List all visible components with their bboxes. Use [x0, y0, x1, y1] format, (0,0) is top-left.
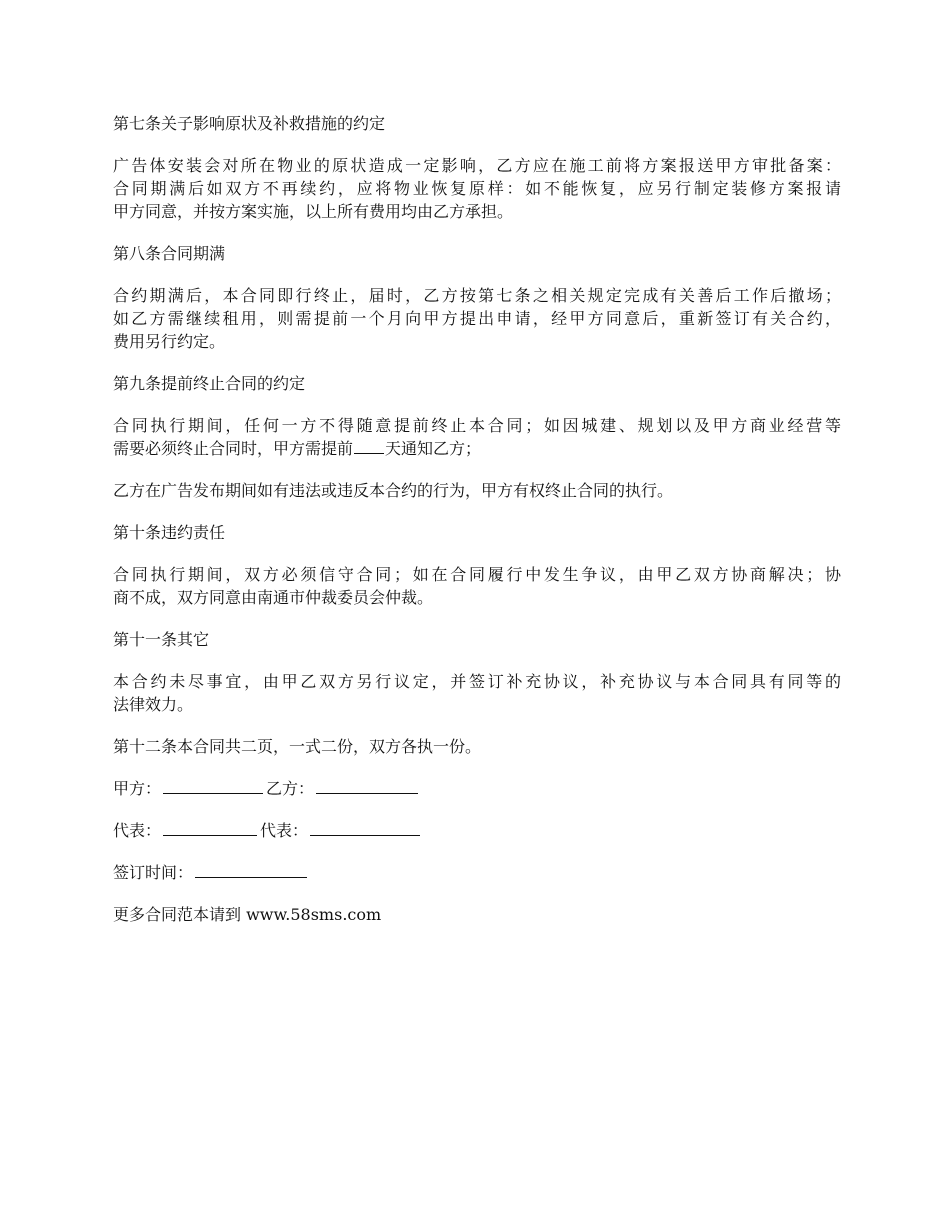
section-7-line-3: 甲方同意，并按方案实施，以上所有费用均由乙方承担。 — [113, 202, 514, 221]
footer-note: 更多合同范本请到 www.58sms.com — [113, 905, 382, 924]
party-b-blank — [316, 777, 418, 794]
sign-date-label: 签订时间： — [113, 863, 194, 882]
section-11-body — [113, 670, 841, 716]
party-a-label: 甲方： — [113, 779, 162, 798]
section-9-heading: 第九条提前终止合同的约定 — [113, 374, 306, 393]
section-11-line-1: 本合约未尽事宜，由甲乙双方另行议定，并签订补充协议，补充协议与本合同具有同等的 — [113, 672, 841, 691]
section-7-line-2: 合同期满后如双方不再续约，应将物业恢复原样：如不能恢复，应另行制定装修方案报请 — [113, 179, 841, 198]
contract-content — [113, 112, 841, 926]
section-10-line-1: 合同执行期间，双方必须信守合同；如在合同履行中发生争议，由甲乙双方协商解决；协 — [113, 565, 841, 584]
sign-date-blank — [195, 861, 307, 878]
section-10-line-2: 商不成，双方同意由南通市仲裁委员会仲裁。 — [113, 588, 434, 607]
section-10-heading: 第十条违约责任 — [113, 523, 226, 542]
section-9-line-2 — [113, 437, 841, 460]
rep-b-blank — [310, 819, 420, 836]
section-8-heading: 第八条合同期满 — [113, 244, 226, 263]
section-8-line-2: 如乙方需继续租用，则需提前一个月向甲方提出申请，经甲方同意后，重新签订有关合约， — [113, 309, 841, 328]
section-8-line-3: 费用另行约定。 — [113, 332, 226, 351]
section-11-line-2: 法律效力。 — [113, 695, 194, 714]
rep-a-blank — [163, 819, 257, 836]
section-9-para-2: 乙方在广告发布期间如有违法或违反本合约的行为，甲方有权终止合同的执行。 — [113, 481, 674, 500]
section-9-line-2-prefix: 需要必须终止合同时，甲方需提前 — [113, 439, 354, 458]
section-11-heading: 第十一条其它 — [113, 630, 210, 649]
section-9-line-1: 合同执行期间，任何一方不得随意提前终止本合同；如因城建、规划以及甲方商业经营等 — [113, 416, 841, 435]
section-8-body — [113, 284, 841, 353]
section-7-heading: 第七条关子影响原状及补救措施的约定 — [113, 114, 386, 133]
rep-a-label: 代表： — [113, 821, 162, 840]
notice-days-blank — [354, 437, 384, 454]
closing-clause: 第十二条本合同共二页，一式二份，双方各执一份。 — [113, 737, 482, 756]
section-10-body — [113, 563, 841, 609]
section-7-body — [113, 154, 841, 223]
section-7-line-1: 广告体安装会对所在物业的原状造成一定影响，乙方应在施工前将方案报送甲方审批备案： — [113, 156, 841, 175]
party-b-label: 乙方： — [266, 779, 315, 798]
sign-date-row — [113, 861, 841, 884]
section-9-para-1 — [113, 414, 841, 460]
party-signature-row — [113, 777, 841, 800]
rep-b-label: 代表： — [260, 821, 309, 840]
party-a-blank — [163, 777, 263, 794]
representative-signature-row — [113, 819, 841, 842]
section-9-line-2-suffix: 天通知乙方； — [385, 439, 482, 458]
section-8-line-1: 合约期满后，本合同即行终止，届时，乙方按第七条之相关规定完成有关善后工作后撤场； — [113, 286, 841, 305]
